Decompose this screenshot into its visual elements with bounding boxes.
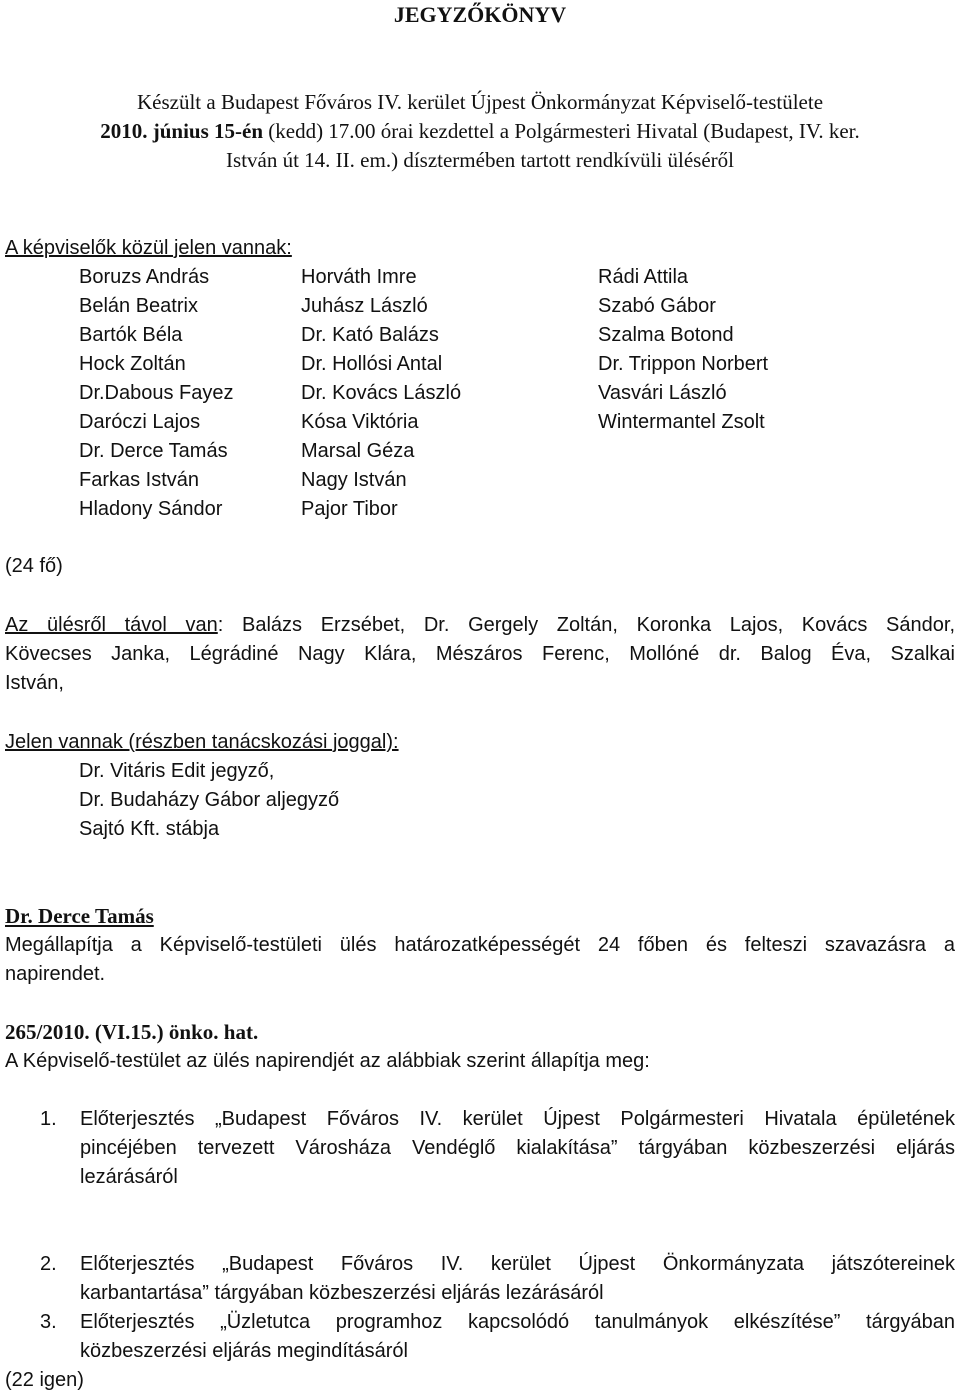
member-name: Dr.Dabous Fayez	[79, 382, 234, 404]
document-title: JEGYZŐKÖNYV	[393, 2, 567, 27]
absent-label: Az ülésről távol van	[5, 614, 218, 636]
agenda-item-number: 1.	[40, 1108, 57, 1130]
agenda-item-number: 3.	[40, 1311, 57, 1333]
agenda-item-line: Előterjesztés „Budapest Főváros IV. kerület Újpest Polgármesteri Hivatala épületének	[80, 1108, 955, 1130]
member-name: Pajor Tibor	[301, 498, 398, 520]
member-name: Nagy István	[301, 469, 407, 491]
member-name: Dr. Trippon Norbert	[598, 353, 769, 375]
member-name: Szabó Gábor	[598, 295, 716, 317]
resolution-number: 265/2010. (VI.15.) önko. hat.	[5, 1020, 259, 1044]
speaker-line-2: napirendet.	[5, 963, 106, 985]
member-name: Juhász László	[301, 295, 428, 317]
intro-line-2	[0, 117, 960, 146]
intro-paragraph	[0, 88, 960, 175]
agenda-item-line: Előterjesztés „Üzletutca programhoz kapcsolódó tanulmányok elkészítése” tárgyában	[80, 1311, 955, 1333]
agenda-item-line: lezárásáról	[80, 1166, 178, 1188]
member-name: Belán Beatrix	[79, 295, 198, 317]
member-name: Daróczi Lajos	[79, 411, 201, 433]
present-count: (24 fő)	[5, 555, 63, 577]
agenda-item	[80, 1105, 955, 1192]
meeting-date: 2010. június 15-én	[100, 119, 263, 143]
member-name: Marsal Géza	[301, 440, 415, 462]
member-name: Szalma Botond	[598, 324, 734, 346]
member-name: Farkas István	[79, 469, 200, 491]
agenda-item-number: 2.	[40, 1253, 57, 1275]
member-name: Horváth Imre	[301, 266, 417, 288]
vote-result: (22 igen)	[5, 1369, 84, 1391]
member-name: Wintermantel Zsolt	[598, 411, 765, 433]
member-name: Dr. Kató Balázs	[301, 324, 439, 346]
member-name: Hladony Sándor	[79, 498, 223, 520]
advisory-heading: Jelen vannak (részben tanácskozási joggal):	[5, 731, 399, 753]
agenda-item	[80, 1308, 955, 1366]
member-name: Kósa Viktória	[301, 411, 419, 433]
advisory-item: Dr. Budaházy Gábor aljegyző	[79, 789, 340, 811]
member-name: Dr. Kovács László	[301, 382, 462, 404]
advisory-item: Dr. Vitáris Edit jegyző,	[79, 760, 275, 782]
intro-line-1: Készült a Budapest Főváros IV. kerület Újpest Önkormányzat Képviselő-testülete	[136, 90, 824, 114]
member-name: Vasvári László	[598, 382, 727, 404]
member-name: Rádi Attila	[598, 266, 689, 288]
agenda-item-line: közbeszerzési eljárás megindításáról	[80, 1340, 408, 1362]
absent-line-2: Kövecses Janka, Légrádiné Nagy Klára, Mészáros Ferenc, Mollóné dr. Balog Éva, Szalkai	[5, 643, 955, 665]
member-name: Dr. Derce Tamás	[79, 440, 228, 462]
absent-line-1: Az ülésről távol van: Balázs Erzsébet, Dr. Gergely Zoltán, Koronka Lajos, Kovács Sándor,	[5, 614, 955, 636]
speaker-name: Dr. Derce Tamás	[5, 904, 154, 928]
agenda-item-line: pincéjében tervezett Városháza Vendéglő kialakítása” tárgyában közbeszerzési eljárás	[80, 1137, 955, 1159]
absent-line-3: István,	[5, 672, 64, 694]
member-name: Bartók Béla	[79, 324, 183, 346]
speaker-line-1: Megállapítja a Képviselő-testületi ülés határozatképességét 24 főben és felteszi szavazásra a	[5, 934, 955, 956]
intro-line-3: István út 14. II. em.) dísztermében tartott rendkívüli üléséről	[226, 148, 734, 172]
member-name: Hock Zoltán	[79, 353, 186, 375]
agenda-item	[80, 1250, 955, 1308]
agenda-item-line: karbantartása” tárgyában közbeszerzési eljárás lezárásáról	[80, 1282, 604, 1304]
resolution-text: A Képviselő-testület az ülés napirendjét az alábbiak szerint állapítja meg:	[5, 1050, 650, 1072]
member-name: Boruzs András	[79, 266, 210, 288]
intro-line-2-rest: (kedd) 17.00 órai kezdettel a Polgármesteri Hivatal (Budapest, IV. ker.	[263, 119, 860, 143]
member-name: Dr. Hollósi Antal	[301, 353, 443, 375]
advisory-item: Sajtó Kft. stábja	[79, 818, 220, 840]
agenda-item-line: Előterjesztés „Budapest Főváros IV. kerület Újpest Önkormányzata játszótereinek	[80, 1253, 955, 1275]
present-heading: A képviselők közül jelen vannak:	[5, 237, 292, 259]
